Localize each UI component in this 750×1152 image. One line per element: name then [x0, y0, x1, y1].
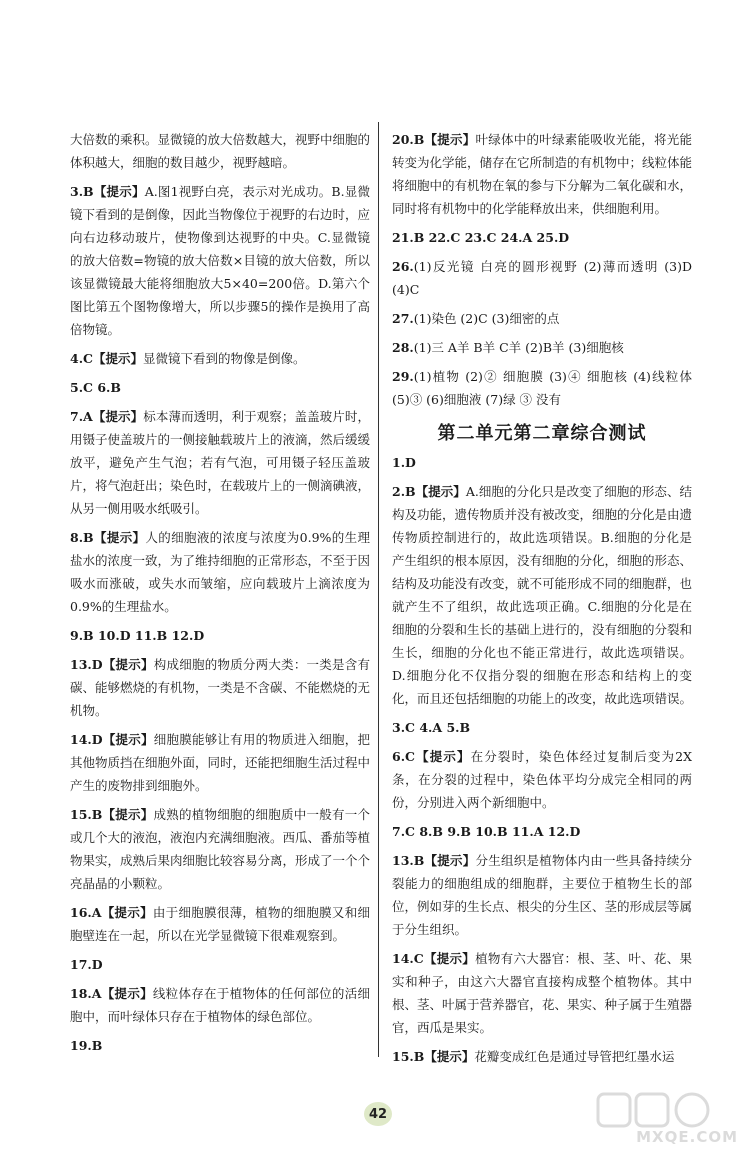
answer-text: 植物有六大器官：根、茎、叶、花、果实和种子，由这六大器官直接构成整个植物体。其中根、茎、叶属于营养器官，花、果实、种子属于生殖器官，西瓜是果实。 [392, 951, 693, 1035]
answer-number: 27. [392, 311, 414, 326]
answer-text: 细胞膜能够让有用的物质进入细胞，把其他物质挡在细胞外面，同时，还能把细胞生活过程中产生的废物排到细胞外。 [70, 732, 371, 793]
answer-item [70, 982, 370, 1028]
answer-number: 1.D [392, 455, 416, 470]
hint-label: 【提示】 [415, 484, 466, 499]
answer-text: 由于细胞膜很薄，植物的细胞膜又和细胞壁连在一起，所以在光学显微镜下很难观察到。 [70, 905, 370, 943]
answer-item [70, 653, 370, 722]
answer-text: 叶绿体中的叶绿素能吸收光能，将光能转变为化学能，储存在它所制造的有机物中；线粒体能将细胞中的有机物在氧的参与下分解为二氧化碳和水，同时将有机物中的化学能释放出来，供细胞利用。 [392, 132, 693, 216]
column-divider [378, 122, 379, 1057]
answer-item [392, 716, 692, 739]
hint-label: 【提示】 [93, 184, 145, 199]
answer-number: 20.B [392, 132, 425, 147]
hint-label: 【提示】 [101, 986, 153, 1001]
answer-item [70, 803, 370, 895]
hint-label: 【提示】 [101, 905, 153, 920]
hint-label: 【提示】 [423, 951, 476, 966]
answer-number: 17.D [70, 957, 103, 972]
answer-item [70, 180, 370, 341]
answer-item [70, 953, 370, 976]
answer-text: 大倍数的乘积。显微镜的放大倍数越大，视野中细胞的体积越大，细胞的数目越少，视野越暗。 [70, 132, 371, 170]
answer-number: 6.C [392, 749, 415, 764]
answer-item [392, 745, 692, 814]
hint-label: 【提示】 [92, 409, 144, 424]
answer-text: 显微镜下看到的物像是倒像。 [143, 351, 306, 366]
answer-item [70, 901, 370, 947]
answer-item [70, 624, 370, 647]
hint-label: 【提示】 [102, 657, 154, 672]
answer-text: (1)染色 (2)C (3)细密的点 [413, 311, 560, 326]
answer-text: A.细胞的分化只是改变了细胞的形态、结构及功能，遗传物质并没有被改变，细胞的分化是由遗传物质控制进行的，故此选项错误。B.细胞的分化是产生组织的根本原因，没有细胞的分化，细胞的形态、结构及功能没有改变，就不可能形成不同的细胞群，也就产生不了组织，故此选项正确。C.细胞的分化是在细胞的分裂和生长的基础上进行的，没有细胞的分裂和生长，细胞的分化也不能正常进行，故此选项错误。D.细胞分化不仅指分裂的细胞在形态和结构上的变化，而且还包括细胞的功能上的改变，故此选项错误。 [392, 484, 693, 706]
answer-number: 18.A [70, 986, 102, 1001]
hint-label: 【提示】 [102, 807, 154, 822]
answer-number: 7.C 8.B 9.B 10.B 11.A 12.D [392, 824, 581, 839]
answer-item [70, 526, 370, 618]
page-number-badge [364, 1102, 392, 1126]
answer-number: 21.B 22.C 23.C 24.A 25.D [392, 230, 570, 245]
answer-number: 13.B [392, 853, 425, 868]
right-column [392, 128, 692, 1074]
answer-text: 在分裂时，染色体经过复制后变为2X条，在分裂的过程中，染色体平均分成完全相同的两份，分别进入两个新细胞中。 [392, 749, 692, 810]
answer-item [392, 226, 692, 249]
answer-item [392, 255, 692, 301]
answer-number: 2.B [392, 484, 416, 499]
answer-item [392, 820, 692, 843]
answer-text: 分生组织是植物体内由一些具备持续分裂能力的细胞组成的细胞群，主要位于植物生长的部位，例如芽的生长点、根尖的分生区、茎的形成层等属于分生组织。 [392, 853, 693, 937]
answer-item [392, 365, 692, 411]
answer-number: 14.C [392, 951, 424, 966]
answer-text: 人的细胞液的浓度与浓度为0.9%的生理盐水的浓度一致，为了维持细胞的正常形态，不至于因吸水而涨破，或失水而皱缩，应向载玻片上滴浓度为0.9%的生理盐水。 [70, 530, 371, 614]
answer-item [70, 347, 370, 370]
answer-text: 成熟的植物细胞的细胞质中一般有一个或几个大的液泡，液泡内充满细胞液。西瓜、番茄等植物果实，成熟后果肉细胞比较容易分离，形成了一个个亮晶晶的小颗粒。 [70, 807, 371, 891]
answer-item [70, 1034, 370, 1057]
answer-item [70, 728, 370, 797]
answer-number: 19.B [70, 1038, 103, 1053]
hint-label: 【提示】 [102, 732, 154, 747]
answer-item [392, 451, 692, 474]
page-number: 42 [368, 1106, 388, 1122]
answer-item [392, 947, 692, 1039]
answer-item [70, 128, 370, 174]
answer-number: 4.C [70, 351, 93, 366]
answer-number: 5.C 6.B [70, 380, 121, 395]
answer-number: 3.C 4.A 5.B [392, 720, 471, 735]
answer-text: A.图1视野白亮，表示对光成功。B.显微镜下看到的是倒像，因此当物像位于视野的右边时，应向右边移动玻片，使物像到达视野的中央。C.显微镜的放大倍数=物镜的放大倍数×目镜的放大倍数，所以该显微镜最大能将细胞放大5×40=200倍。D.第六个图比第五个图物像增大，所以步骤5的操作是换用了高倍物镜。 [70, 184, 371, 337]
answer-number: 15.B [392, 1049, 425, 1064]
answer-number: 16.A [70, 905, 102, 920]
answer-number: 9.B 10.D 11.B 12.D [70, 628, 205, 643]
answer-text: 线粒体存在于植物体的任何部位的活细胞中，而叶绿体只存在于植物体的绿色部位。 [70, 986, 370, 1024]
answer-text: 花瓣变成红色是通过导管把红墨水运 [474, 1049, 675, 1064]
answer-text: 构成细胞的物质分两大类：一类是含有碳、能够燃烧的有机物，一类是不含碳、不能燃烧的无机物。 [70, 657, 371, 718]
answer-text: (1)反光镜 白亮的圆形视野 (2)薄而透明 (3)D (4)C [392, 259, 692, 297]
answer-item [392, 849, 692, 941]
hint-label: 【提示】 [415, 749, 471, 764]
answer-item [70, 376, 370, 399]
answer-item [392, 1045, 692, 1068]
watermark [592, 1088, 742, 1148]
right-bottom-answers [392, 451, 692, 1068]
answer-number: 28. [392, 340, 414, 355]
watermark-logo-icon [592, 1088, 742, 1132]
answer-number: 14.D [70, 732, 103, 747]
hint-label: 【提示】 [424, 132, 476, 147]
answer-text: (1)植物 (2)② 细胞膜 (3)④ 细胞核 (4)线粒体 (5)③ (6)细胞液 (7)绿 ③ 没有 [392, 369, 692, 407]
answer-number: 26. [392, 259, 414, 274]
answer-item [392, 128, 692, 220]
answer-number: 7.A [70, 409, 93, 424]
answer-item [392, 336, 692, 359]
answer-item [392, 480, 692, 710]
answer-number: 8.B [70, 530, 94, 545]
right-top-answers [392, 128, 692, 411]
left-column [70, 128, 370, 1063]
hint-label: 【提示】 [93, 351, 144, 366]
hint-label: 【提示】 [424, 1049, 475, 1064]
answer-number: 15.B [70, 807, 103, 822]
hint-label: 【提示】 [424, 853, 476, 868]
hint-label: 【提示】 [93, 530, 146, 545]
answer-item [70, 405, 370, 520]
answer-number: 29. [392, 369, 414, 384]
section-title: 第二单元第二章综合测试 [437, 423, 647, 444]
answer-text: (1)三 A羊 B羊 C羊 (2)B羊 (3)细胞核 [413, 340, 624, 355]
answer-text: 标本薄而透明，利于观察；盖盖玻片时，用镊子使盖玻片的一侧接触载玻片上的液滴，然后缓缓放平，避免产生气泡；若有气泡，可用镊子轻压盖玻片，将气泡赶出；染色时，在载玻片上的一侧滴碘液，从另一侧用吸水纸吸引。 [70, 409, 371, 516]
answer-item [392, 307, 692, 330]
answer-number: 13.D [70, 657, 103, 672]
answer-number: 3.B [70, 184, 94, 199]
watermark-text: MXQE.COM [636, 1128, 738, 1146]
